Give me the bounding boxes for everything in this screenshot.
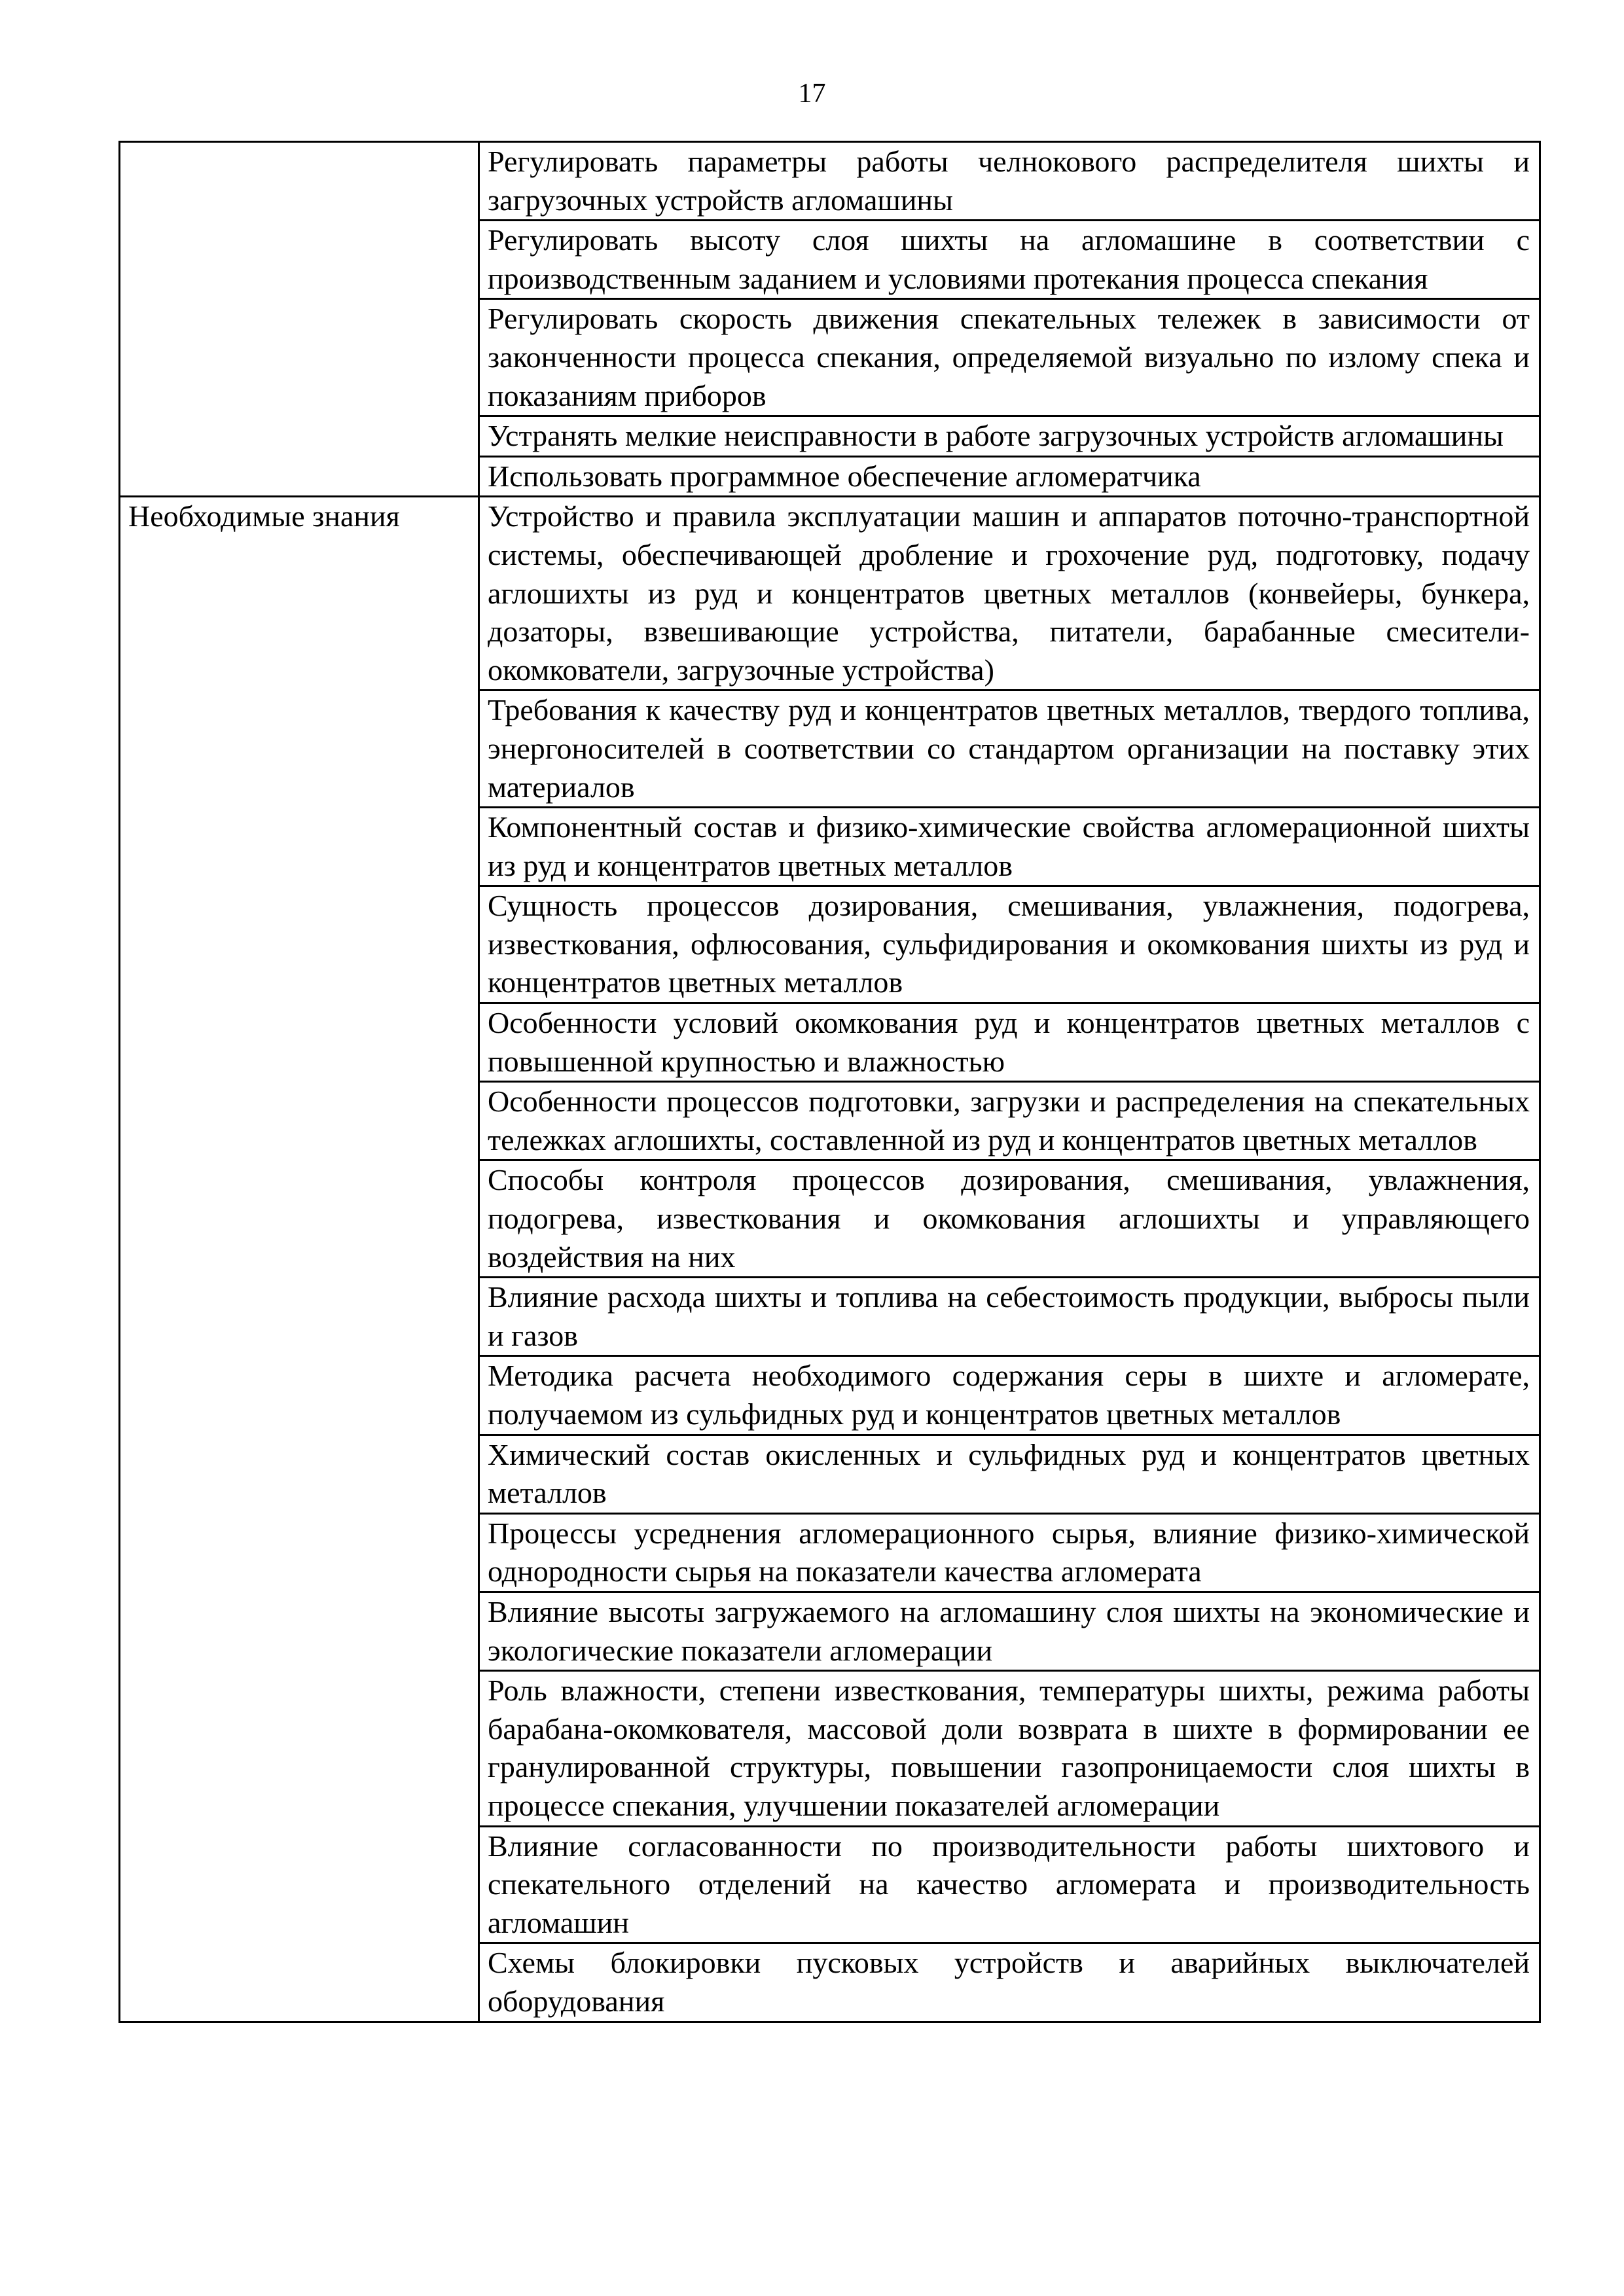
table-row [120, 142, 1540, 221]
knowledge-item: Влияние высоты загружаемого на агломашину слоя шихты на экономические и экологические показатели агломерации [479, 1592, 1540, 1670]
skill-item: Использовать программное обеспечение агломератчика [479, 456, 1540, 497]
knowledge-item: Особенности процессов подготовки, загрузки и распределения на спекательных тележках аглошихты, составленной из руд и концентратов цветных металлов [479, 1082, 1540, 1160]
knowledge-label: Необходимые знания [120, 497, 479, 2022]
knowledge-item: Особенности условий окомкования руд и концентратов цветных металлов с повышенной крупностью и влажностью [479, 1003, 1540, 1082]
table-row [120, 497, 1540, 691]
knowledge-item: Роль влажности, степени известкования, температуры шихты, режима работы барабана-окомкователя, массовой доли возврата в шихте в формировании ее гранулированной структуры, повышении газопроницаемости слоя шихты в процессе спекания, улучшении показателей агломерации [479, 1671, 1540, 1826]
skill-item: Устранять мелкие неисправности в работе загрузочных устройств агломашины [479, 416, 1540, 457]
knowledge-item: Химический состав окисленных и сульфидных руд и концентратов цветных металлов [479, 1435, 1540, 1513]
knowledge-item: Методика расчета необходимого содержания серы в шихте и агломерате, получаемом из сульфидных руд и концентратов цветных металлов [479, 1356, 1540, 1435]
page-number: 17 [798, 79, 826, 109]
requirements-table [118, 141, 1541, 2023]
knowledge-item: Схемы блокировки пусковых устройств и аварийных выключателей оборудования [479, 1943, 1540, 2022]
skill-item: Регулировать параметры работы челнокового распределителя шихты и загрузочных устройств агломашины [479, 142, 1540, 221]
knowledge-item: Устройство и правила эксплуатации машин и аппаратов поточно-транспортной системы, обеспечивающей дробление и грохочение руд, подготовку, подачу аглошихты из руд и концентратов цветных металлов (конвейеры, бункера, дозаторы, взвешивающие устройства, питатели, барабанные смесители-окомкователи, загрузочные устройства) [479, 497, 1540, 691]
skill-item: Регулировать скорость движения спекательных тележек в зависимости от законченности процесса спекания, определяемой визуально по излому спека и показаниям приборов [479, 299, 1540, 416]
knowledge-item: Влияние согласованности по производительности работы шихтового и спекательного отделений на качество агломерата и производительность агломашин [479, 1826, 1540, 1943]
knowledge-item: Способы контроля процессов дозирования, смешивания, увлажнения, подогрева, известкования и окомкования аглошихты и управляющего воздействия на них [479, 1160, 1540, 1278]
skill-item: Регулировать высоту слоя шихты на агломашине в соответствии с производственным заданием и условиями протекания процесса спекания [479, 221, 1540, 299]
knowledge-item: Процессы усреднения агломерационного сырья, влияние физико-химической однородности сырья на показатели качества агломерата [479, 1513, 1540, 1592]
knowledge-item: Влияние расхода шихты и топлива на себестоимость продукции, выбросы пыли и газов [479, 1278, 1540, 1356]
knowledge-item: Сущность процессов дозирования, смешивания, увлажнения, подогрева, известкования, офлюсования, сульфидирования и окомкования шихты из руд и концентратов цветных металлов [479, 886, 1540, 1003]
knowledge-item: Компонентный состав и физико-химические свойства агломерационной шихты из руд и концентратов цветных металлов [479, 808, 1540, 886]
knowledge-item: Требования к качеству руд и концентратов цветных металлов, твердого топлива, энергоносителей в соответствии со стандартом организации на поставку этих материалов [479, 691, 1540, 808]
left-cell-empty [120, 142, 479, 497]
